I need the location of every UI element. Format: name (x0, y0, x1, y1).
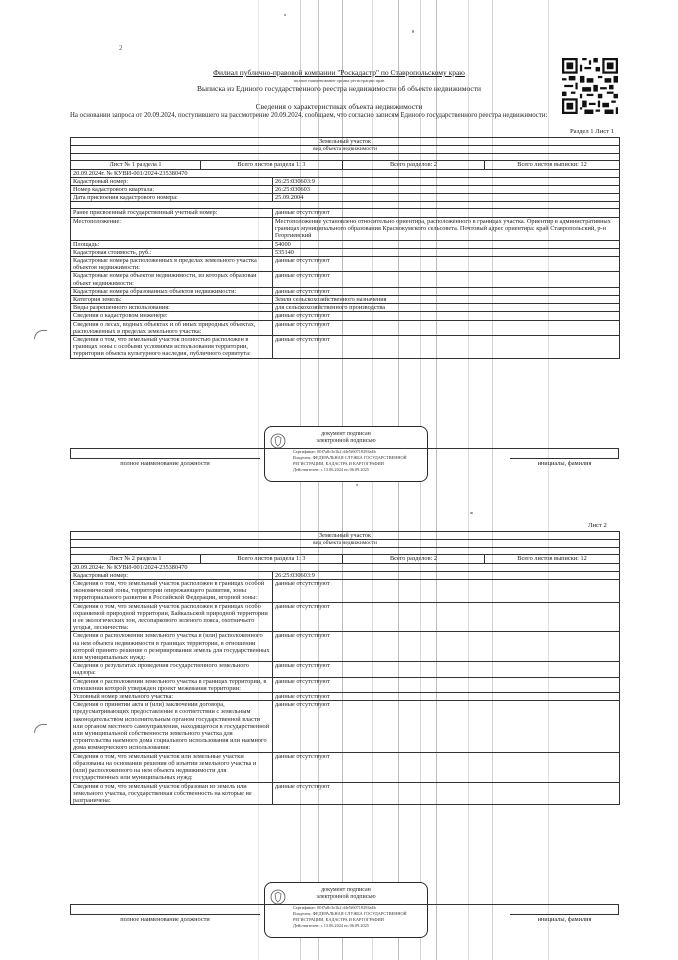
field-label: Сведения о том, что земельный участок образован из земель или земельного участка, государственная собственность на которые не разграничена: (71, 782, 273, 805)
position-label: полное наименование должности (70, 914, 260, 925)
sections-total: Всего разделов: 2 (343, 555, 485, 563)
sheet2-label: Лист 2 (588, 522, 607, 529)
field-label: Виды разрешенного использования: (71, 304, 273, 312)
stamp-valid: Действителен: с 13.06.2024 по 06.09.2025 (293, 923, 369, 928)
field-value: 25.09.2004 (273, 194, 620, 202)
sheet1-label: Раздел 1 Лист 1 (570, 128, 614, 135)
field-value: данные отсутствуют (273, 677, 620, 692)
field-value: данные отсутствуют (273, 312, 620, 320)
doc-date-number: 20.09.2024г. № КУВИ-001/2024-235380470 (71, 169, 620, 177)
field-value: данные отсутствуют (273, 580, 620, 603)
sheets-in-section: Всего листов раздела 1: 3 (201, 161, 343, 169)
field-label: Площадь: (71, 240, 273, 248)
field-label: Сведения о том, что земельный участок расположен в границах особой экономической зоны, территории опережающего развития, зоны территориального развития в Российской Федерации, игорной зоны: (71, 580, 273, 603)
org-sub: полное наименование органа регистрации прав (293, 78, 385, 83)
intro-text: На основании запроса от 20.09.2024, поступившего на рассмотрение 20.09.2024, сообщаем, что согласно записям Единого государственного реестра недвижимости: (70, 112, 548, 119)
field-label: Дата присвоения кадастрового номера: (71, 194, 273, 202)
field-label: Сведения о результатах проведения государственного земельного надзора: (71, 662, 273, 677)
stamp-title1: документ подписан (321, 431, 371, 437)
stamp-cert: Сертификат: 00f7a8c3e1b2 d4e5f60718293a4b (293, 905, 376, 910)
field-value: 26:25:030603:9 (273, 177, 620, 185)
stamp-title2: электронной подписью (316, 894, 376, 900)
punch-mark (34, 724, 47, 733)
sheet-number: Лист № 1 раздела 1 (71, 161, 201, 169)
field-label: Номер кадастрового квартала: (71, 186, 273, 194)
sheets-in-section: Всего листов раздела 1: 3 (201, 555, 343, 563)
sections-total: Всего разделов: 2 (343, 161, 485, 169)
punch-mark (34, 330, 47, 339)
field-label: Сведения о принятии акта и (или) заключении договора, предусматривающих предоставление в соответствии с земельным законодательством исполнительным органом государственной власти или органом местного самоуправления, находящегося в государственной или муниципальной собственности земельного участка для строительства наемного дома социального использования или наемного дома коммерческого использования: (71, 701, 273, 752)
sheets-total: Всего листов выписки: 12 (485, 555, 620, 563)
field-label: Сведения о лесах, водных объектах и об иных природных объектах, расположенных в пределах земельного участка: (71, 320, 273, 335)
field-value: данные отсутствуют (273, 272, 620, 287)
sheet1-table (70, 137, 620, 359)
object-type: Земельный участок (71, 532, 620, 540)
field-value: данные отсутствуют (273, 782, 620, 805)
field-label: Кадастровый номер: (71, 177, 273, 185)
field-value: данные отсутствуют (273, 320, 620, 335)
stamp-owner2: РЕГИСТРАЦИИ, КАДАСТРА И КАРТОГРАФИИ (293, 461, 384, 466)
field-label: Сведения о кадастровом инженере: (71, 312, 273, 320)
object-type-sub: вид объекта недвижимости (71, 540, 620, 548)
signature-block (70, 914, 619, 924)
field-label: Кадастровые номера объектов недвижимости, из которых образован объект недвижимости: (71, 272, 273, 287)
field-value: данные отсутствуют (273, 602, 620, 632)
doc-date-number: 20.09.2024г. № КУВИ-001/2024-235380470 (71, 563, 620, 571)
field-label: Категория земель: (71, 296, 273, 304)
stamp-owner2: РЕГИСТРАЦИИ, КАДАСТРА И КАРТОГРАФИИ (293, 917, 384, 922)
stamp-owner: Владелец: ФЕДЕРАЛЬНАЯ СЛУЖБА ГОСУДАРСТВЕННОЙ (293, 911, 407, 916)
sheet-number: Лист № 2 раздела 1 (71, 555, 201, 563)
field-label: Кадастровые номера образованных объектов недвижимости: (71, 287, 273, 295)
field-value: данные отсутствуют (273, 693, 620, 701)
stamp-owner: Владелец: ФЕДЕРАЛЬНАЯ СЛУЖБА ГОСУДАРСТВЕННОЙ (293, 455, 407, 460)
field-label: Сведения о том, что земельный участок расположен в границах особо охраняемой природной территории, Байкальской природной территории и ее экологических зон, лесопаркового зеленого пояса, охотничьего угодья, лесничества: (71, 602, 273, 632)
field-label: Сведения о том, что земельный участок или земельные участки образованы на основании решения об изъятии земельного участка и (или) расположенного на нем объекта недвижимости для государственных или муниципальных нужд: (71, 752, 273, 782)
field-value: данные отсутствуют (273, 209, 620, 217)
sheets-total: Всего листов выписки: 12 (485, 161, 620, 169)
field-value: Местоположение установлено относительно ориентира, расположенного в границах участка. Ориентир в административных границах муниципального образования Краснокумского сельсовета. Почтовый адрес ориентира: край Ставропольский, р-н Георгиевский (273, 217, 620, 240)
position-label: полное наименование должности (70, 458, 260, 469)
stamp-valid: Действителен: с 13.06.2024 по 06.09.2025 (293, 467, 369, 472)
field-label: Кадастровые номера расположенных в пределах земельного участка объектов недвижимости: (71, 257, 273, 272)
field-label: Кадастровая стоимость, руб.: (71, 248, 273, 256)
corner-mark: 2 (119, 44, 123, 52)
stamp-cert: Сертификат: 00f7a8c3e1b2 d4e5f60718293a4b (293, 449, 376, 454)
signature-block (70, 458, 619, 468)
field-value: данные отсутствуют (273, 632, 620, 662)
field-label: Сведения о расположении земельного участка в (или) расположенного на нем объекта недвижимости в границах территории, в отношении которой принято решение о резервировании земель для государственных или муниципальных нужд: (71, 632, 273, 662)
field-value: 26:25:030603:9 (273, 571, 620, 579)
object-type: Земельный участок (71, 138, 620, 146)
field-value: данные отсутствуют (273, 701, 620, 752)
field-value: 535140 (273, 248, 620, 256)
field-value: Земли сельскохозяйственного назначения (273, 296, 620, 304)
field-value: 26:25:030603 (273, 186, 620, 194)
name-label: инициалы, фамилия (510, 458, 619, 469)
field-value: данные отсутствуют (273, 336, 620, 359)
field-value: 54000 (273, 240, 620, 248)
field-label: Местоположение: (71, 217, 273, 240)
object-type-sub: вид объекта недвижимости (71, 146, 620, 154)
doc-subtitle: Сведения о характеристиках объекта недвижимости (255, 102, 423, 111)
field-value: для сельскохозяйственного производства (273, 304, 620, 312)
stamp-title1: документ подписан (321, 887, 371, 893)
field-label: Условный номер земельного участка: (71, 693, 273, 701)
field-label: Сведения о расположении земельного участка в границах территории, в отношении которой утвержден проект межевания территории: (71, 677, 273, 692)
org-line: Филиал публично-правовой компании "Роскадастр" по Ставропольскому краю (213, 68, 465, 77)
field-value: данные отсутствуют (273, 287, 620, 295)
sheet2-table (70, 531, 620, 805)
field-value: данные отсутствуют (273, 752, 620, 782)
field-label: Ранее присвоенный государственный учетный номер: (71, 209, 273, 217)
field-label: Кадастровый номер: (71, 571, 273, 579)
field-value: данные отсутствуют (273, 257, 620, 272)
field-label: Сведения о том, что земельный участок полностью расположен в границах зоны с особыми условиями использования территории, территории объекта культурного наследия, публичного сервитута: (71, 336, 273, 359)
doc-title: Выписка из Единого государственного реестра недвижимости об объекте недвижимости (196, 84, 482, 93)
name-label: инициалы, фамилия (510, 914, 619, 925)
field-value: данные отсутствуют (273, 662, 620, 677)
stamp-title2: электронной подписью (316, 438, 376, 444)
